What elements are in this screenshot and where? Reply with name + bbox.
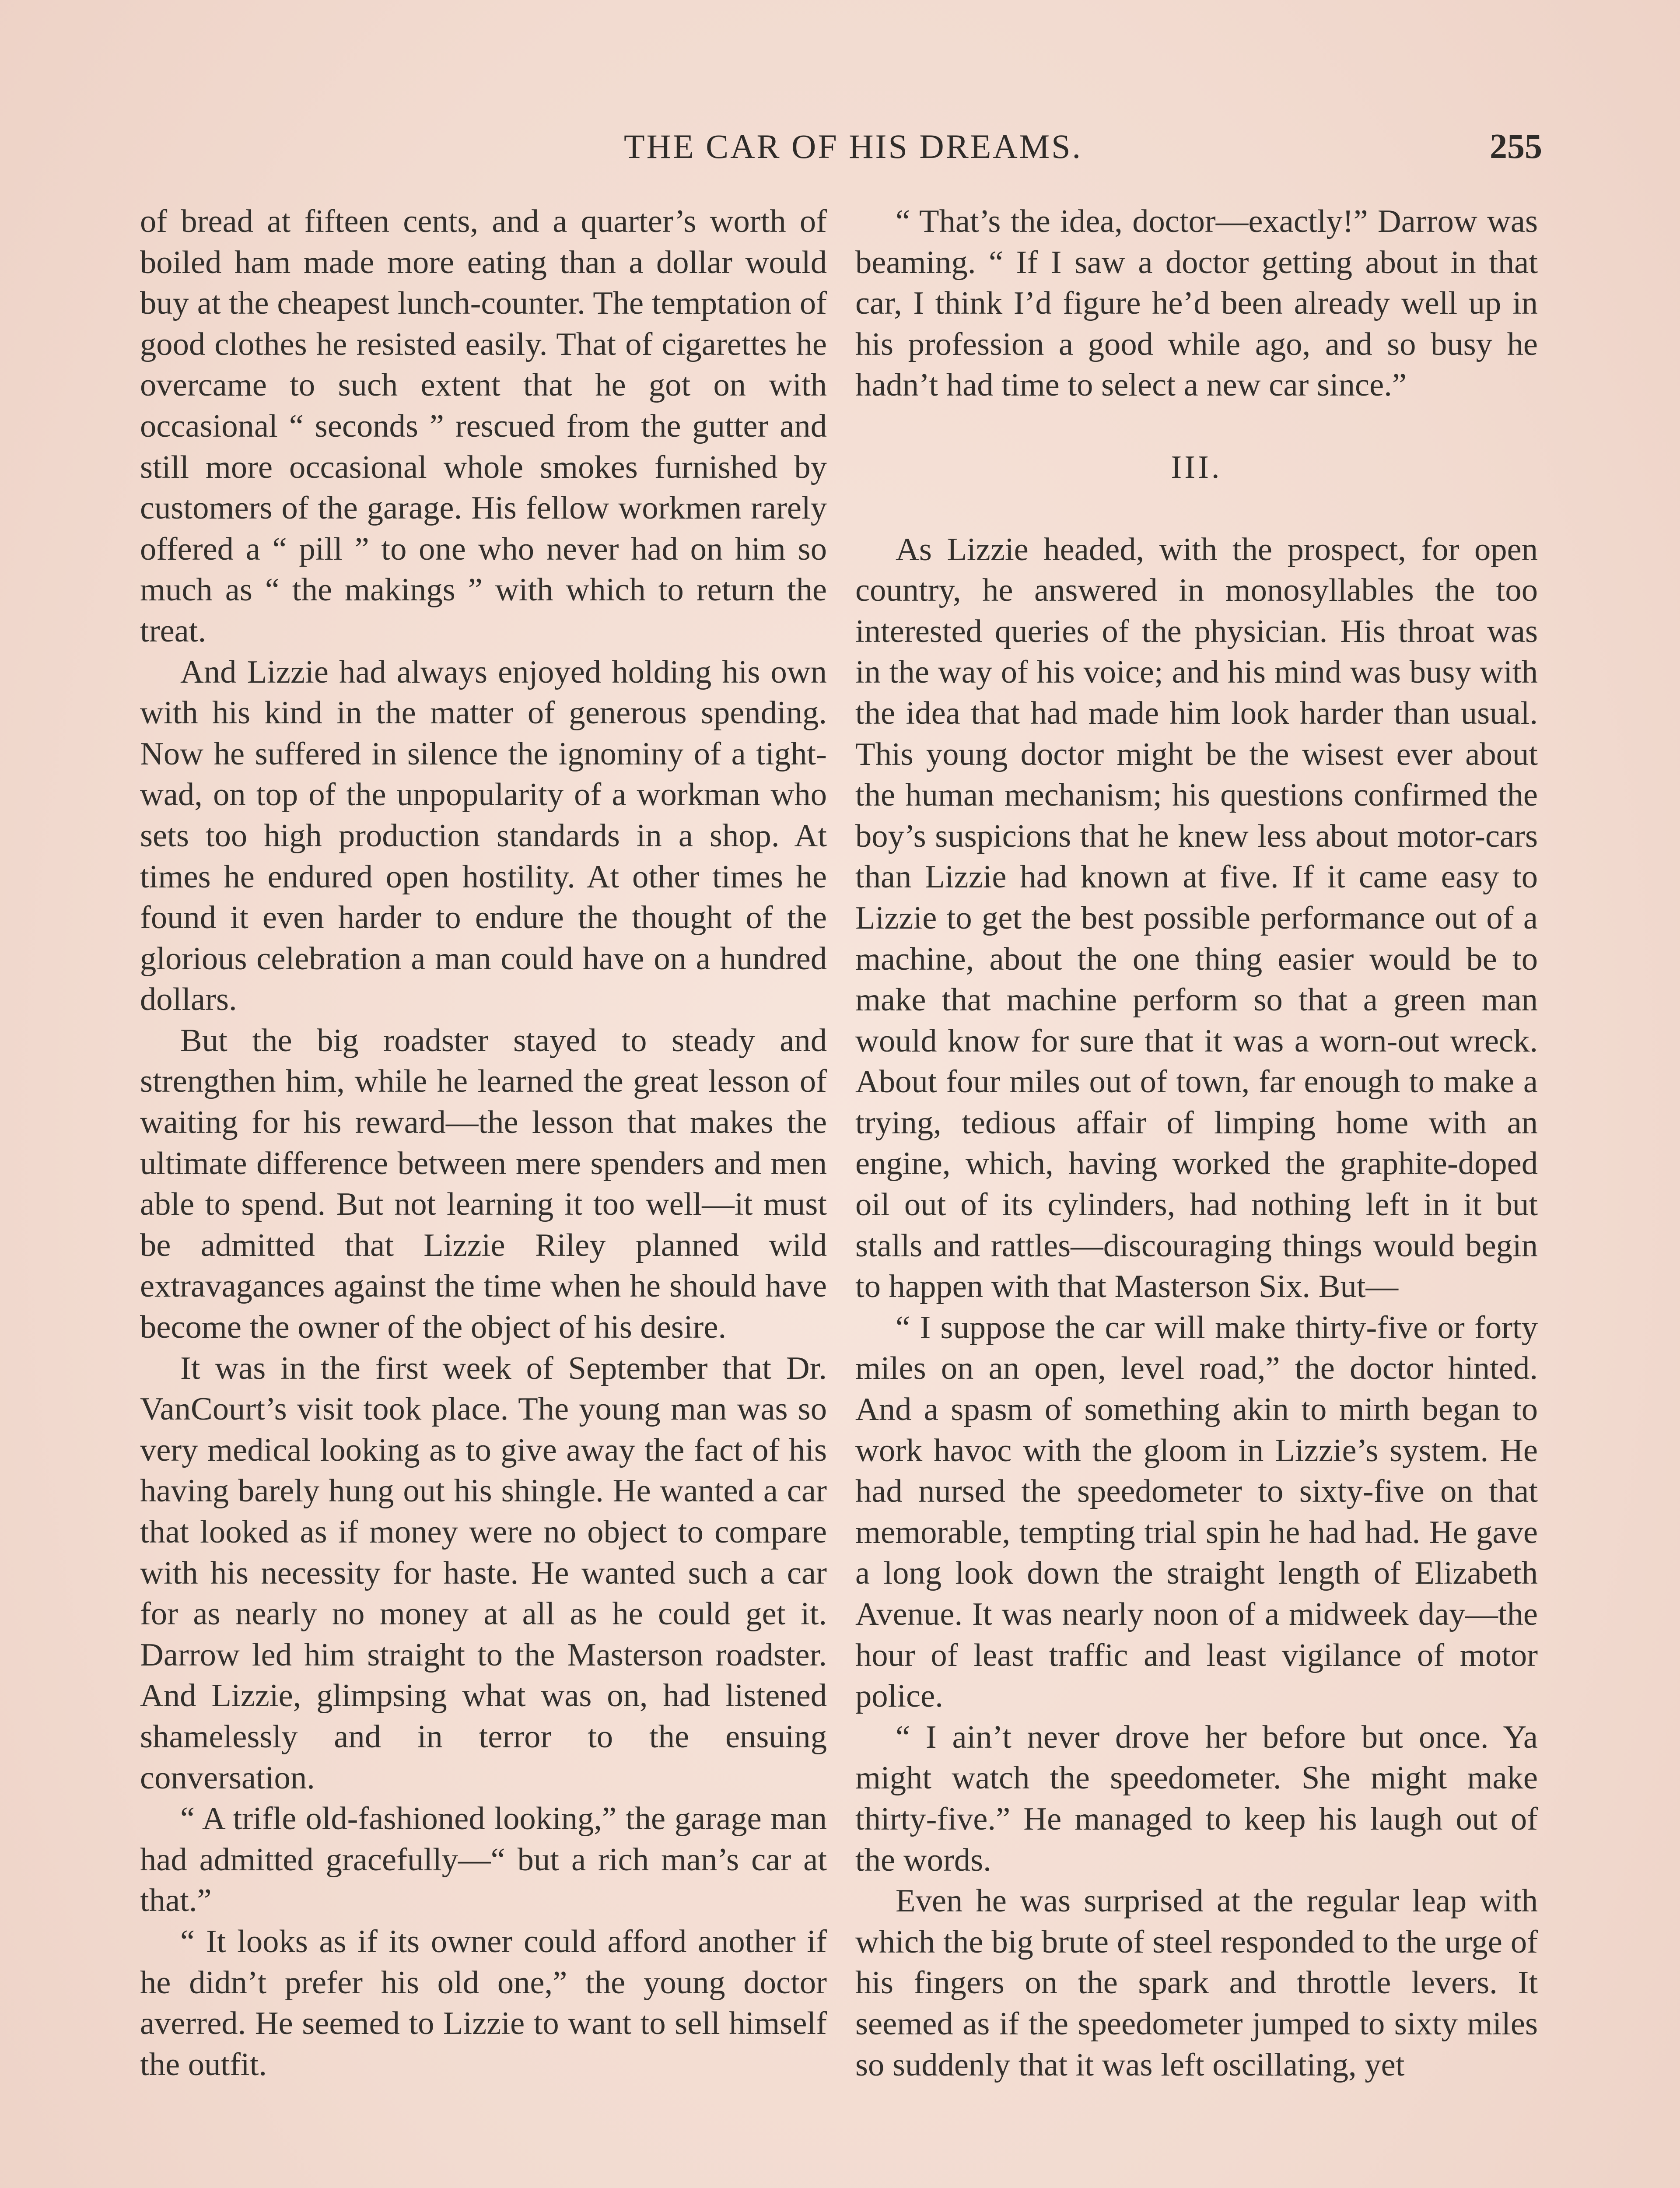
paragraph: “ I ain’t never drove her before but once. Ya might watch the speedometer. She might make thirty-five.” He managed to keep his laugh out of the words. xyxy=(855,1719,1538,1878)
paragraph: As Lizzie headed, with the prospect, for open country, he answered in monosyllables the too interested queries of the physician. His throat was in the way of his voice; and his mind was busy with the idea that had made him look harder than usual. This young doctor might be the wisest ever about the human mechanism; his questions confirmed the boy’s suspicions that he knew less about motor-cars than Lizzie had known at five. If it came easy to Lizzie to get the best possible performance out of a machine, about the one thing easier would be to make that machine perform so that a green man would know for sure that it was a worn-out wreck. About four miles out of town, far enough to make a trying, tedious affair of limping home with an engine, which, having worked the graphite-doped oil out of its cylinders, had nothing left in it but stalls and rattles—discouraging things would begin to happen with that Masterson Six. But— xyxy=(855,531,1538,1305)
paragraph: It was in the first week of September that Dr. VanCourt’s visit took place. The young man was so very medical looking as to give away the fact of his having barely hung out his shingle. He wanted a car that looked as if money were no object to compare with his necessity for haste. He wanted such a car for as nearly no money at all as he could get it. Darrow led him straight to the Masterson roadster. And Lizzie, glimpsing what was on, had listened shamelessly and in terror to the ensuing conversation. xyxy=(140,1350,827,1796)
paragraph: But the big roadster stayed to steady and strengthen him, while he learned the great lesson of waiting for his reward—the lesson that makes the ultimate difference between mere spenders and men able to spend. But not learning it too well—it must be admitted that Lizzie Riley planned wild extravagances against the time when he should have become the owner of the object of his desire. xyxy=(140,1022,827,1346)
page-number: 255 xyxy=(1490,127,1542,166)
running-title: THE CAR OF HIS DREAMS. xyxy=(624,127,1082,165)
section-heading: III. xyxy=(1171,449,1222,485)
paragraph: of bread at fifteen cents, and a quarter’s worth of boiled ham made more eating than a dollar would buy at the cheapest lunch-counter. The temptation of good clothes he resisted easily. That of cigarettes he overcame to such extent that he got on with occasional “ seconds ” rescued from the gutter and still more occasional whole smokes furnished by customers of the garage. His fellow workmen rarely offered a “ pill ” to one who never had on him so much as “ the makings ” with which to return the treat. xyxy=(140,203,827,649)
right-column xyxy=(855,201,1538,2086)
paragraph: Even he was surprised at the regular leap with which the big brute of steel responded to the urge of his fingers on the spark and throttle levers. It seemed as if the speedometer jumped to sixty miles so suddenly that it was left oscillating, yet xyxy=(855,1883,1538,2083)
paragraph: “ It looks as if its owner could afford another if he didn’t prefer his old one,” the young doctor averred. He seemed to Lizzie to want to sell himself the outfit. xyxy=(140,1923,827,2083)
left-column xyxy=(140,201,827,2085)
paragraph: “ That’s the idea, doctor—exactly!” Darrow was beaming. “ If I saw a doctor getting about in that car, I think I’d figure he’d been already well up in his profession a good while ago, and so busy he hadn’t had time to select a new car since.” xyxy=(855,203,1538,403)
paragraph: And Lizzie had always enjoyed holding his own with his kind in the matter of generous spending. Now he suffered in silence the ignominy of a tight-wad, on top of the unpopularity of a workman who sets too high production standards in a shop. At times he endured open hostility. At other times he found it even harder to endure the thought of the glorious celebration a man could have on a hundred dollars. xyxy=(140,654,827,1018)
paragraph: “ A trifle old-fashioned looking,” the garage man had admitted gracefully—“ but a rich man’s car at that.” xyxy=(140,1801,827,1919)
paragraph: “ I suppose the car will make thirty-five or forty miles on an open, level road,” the doctor hinted. And a spasm of something akin to mirth began to work havoc with the gloom in Lizzie’s system. He had nursed the speedometer to sixty-five on that memorable, tempting trial spin he had had. He gave a long look down the straight length of Elizabeth Avenue. It was nearly noon of a midweek day—the hour of least traffic and least vigilance of motor police. xyxy=(855,1309,1538,1715)
